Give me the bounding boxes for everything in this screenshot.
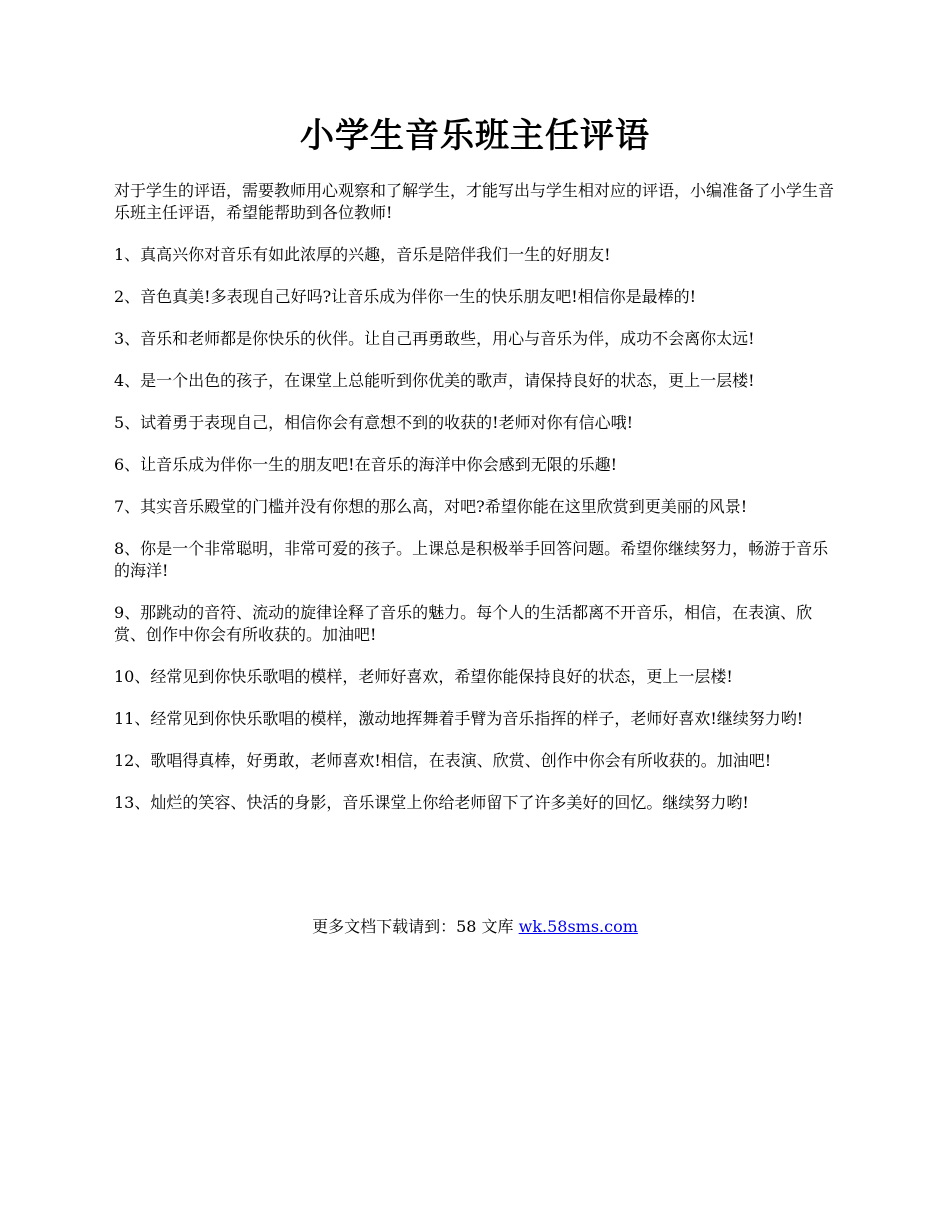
comment-item-8: 8、你是一个非常聪明，非常可爱的孩子。上课总是积极举手回答问题。希望你继续努力，畅游于音乐的海洋! bbox=[114, 539, 829, 580]
document-title: 小学生音乐班主任评语 bbox=[300, 116, 650, 156]
comment-item-3: 3、音乐和老师都是你快乐的伙伴。让自己再勇敢些，用心与音乐为伴，成功不会离你太远! bbox=[114, 329, 755, 348]
document-body bbox=[114, 180, 844, 834]
download-footer bbox=[0, 916, 950, 938]
comment-item-1: 1、真高兴你对音乐有如此浓厚的兴趣，音乐是陪伴我们一生的好朋友! bbox=[114, 245, 611, 264]
footer-text: 更多文档下载请到：58 文库 bbox=[312, 917, 519, 936]
comment-item-10: 10、经常见到你快乐歌唱的模样，老师好喜欢，希望你能保持良好的状态，更上一层楼! bbox=[114, 667, 733, 686]
comment-item-6: 6、让音乐成为伴你一生的朋友吧!在音乐的海洋中你会感到无限的乐趣! bbox=[114, 455, 618, 474]
comment-item-7: 7、其实音乐殿堂的门槛并没有你想的那么高，对吧?希望你能在这里欣赏到更美丽的风景! bbox=[114, 497, 748, 516]
comment-item-2: 2、音色真美!多表现自己好吗?让音乐成为伴你一生的快乐朋友吧!相信你是最棒的! bbox=[114, 287, 697, 306]
footer-link[interactable]: wk.58sms.com bbox=[518, 917, 638, 936]
comment-item-5: 5、试着勇于表现自己，相信你会有意想不到的收获的!老师对你有信心哦! bbox=[114, 413, 634, 432]
comment-item-9: 9、那跳动的音符、流动的旋律诠释了音乐的魅力。每个人的生活都离不开音乐，相信，在表演、欣赏、创作中你会有所收获的。加油吧! bbox=[114, 603, 813, 644]
comment-item-12: 12、歌唱得真棒，好勇敢，老师喜欢!相信，在表演、欣赏、创作中你会有所收获的。加油吧! bbox=[114, 751, 772, 770]
comment-item-4: 4、是一个出色的孩子，在课堂上总能听到你优美的歌声，请保持良好的状态，更上一层楼! bbox=[114, 371, 755, 390]
comment-item-11: 11、经常见到你快乐歌唱的模样，激动地挥舞着手臂为音乐指挥的样子，老师好喜欢!继续努力哟! bbox=[114, 709, 804, 728]
intro-paragraph: 对于学生的评语，需要教师用心观察和了解学生，才能写出与学生相对应的评语，小编准备了小学生音乐班主任评语，希望能帮助到各位教师! bbox=[114, 181, 835, 222]
comment-item-13: 13、灿烂的笑容、快活的身影，音乐课堂上你给老师留下了许多美好的回忆。继续努力哟! bbox=[114, 793, 749, 812]
